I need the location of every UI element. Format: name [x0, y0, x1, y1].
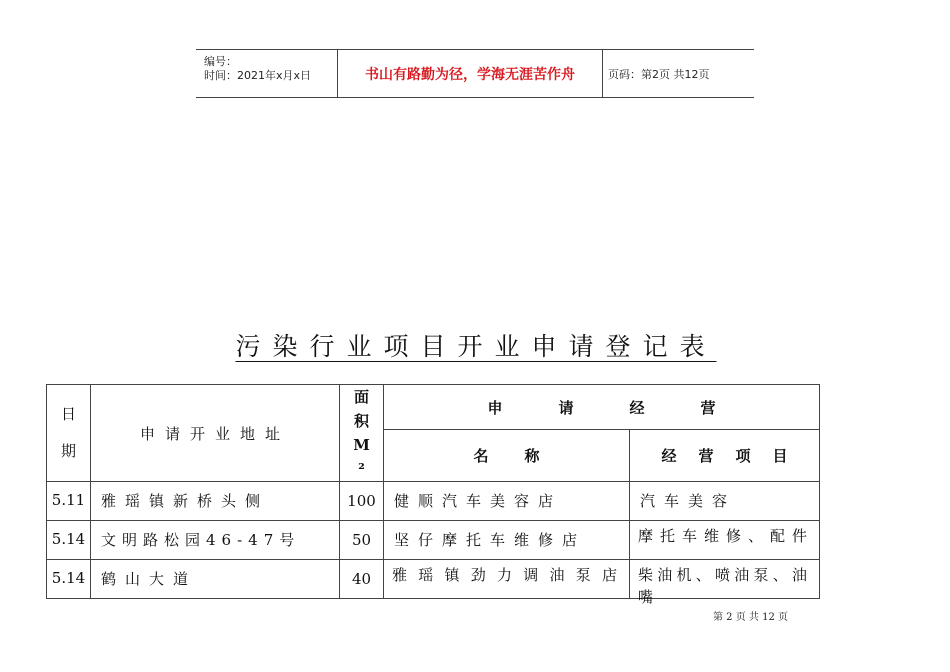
table-row — [47, 521, 820, 560]
number-label: 编号： — [204, 55, 237, 68]
document-title — [170, 327, 782, 363]
header-address-text: 申请开业地址 — [139, 424, 290, 443]
row-items-text: 汽车美容 — [640, 492, 737, 510]
header-date-text: 日期 — [60, 405, 76, 460]
header-area — [340, 385, 384, 482]
row-address-text: 雅瑶镇新桥头侧 — [101, 492, 270, 510]
header-area-text: 面积M² — [353, 388, 370, 478]
row-area — [340, 482, 384, 521]
header-name-text: 名称 — [473, 447, 576, 466]
table-row — [47, 560, 820, 599]
header-page-cell — [602, 50, 754, 97]
header-date — [47, 385, 91, 482]
header-business — [384, 385, 820, 430]
header-meta-cell — [196, 50, 337, 97]
row-address — [91, 482, 340, 521]
row-items-text: 摩托车维修、配件 — [638, 527, 812, 545]
row-date — [47, 482, 91, 521]
header-items — [630, 430, 820, 482]
row-area — [340, 521, 384, 560]
row-name — [384, 521, 630, 560]
header-items-text: 经营项目 — [661, 447, 810, 466]
row-area-text: 100 — [347, 492, 376, 510]
row-address-text: 鹤山大道 — [101, 570, 198, 588]
row-address — [91, 560, 340, 599]
page-info: 页码：第2页 共12页 — [608, 67, 710, 81]
row-area-text: 40 — [351, 570, 372, 588]
row-area — [340, 560, 384, 599]
row-items — [630, 482, 820, 521]
row-date-text: 5.14 — [51, 569, 86, 587]
table-row — [47, 482, 820, 521]
row-items-text: 柴油机、喷油泵、油嘴 — [638, 566, 812, 606]
motto-text: 书山有路勤为径，学海无涯苦作舟 — [365, 66, 575, 83]
document-header — [196, 49, 754, 98]
row-items — [630, 521, 820, 560]
row-name-text: 雅瑶镇劲力调油泵店 — [392, 566, 621, 584]
row-items — [630, 560, 820, 606]
registration-table — [46, 384, 819, 606]
row-name — [384, 560, 630, 599]
row-date-text: 5.14 — [51, 530, 86, 548]
header-name — [384, 430, 630, 482]
row-address-text: 文明路松园46-47号 — [101, 531, 301, 549]
row-area-text: 50 — [351, 531, 372, 549]
document-title-text: 污染行业项目开业申请登记表 — [235, 332, 717, 361]
row-date — [47, 521, 91, 560]
row-name — [384, 482, 630, 521]
row-date-text: 5.11 — [51, 491, 86, 509]
row-address — [91, 521, 340, 560]
page-footer: 第 2 页 共 12 页 — [713, 612, 788, 623]
header-business-text: 申请经营 — [487, 398, 772, 417]
row-name-text: 坚仔摩托车维修店 — [394, 531, 587, 549]
header-motto-cell — [337, 50, 603, 97]
row-name-text: 健顺汽车美容店 — [394, 492, 563, 510]
time-label: 时间：2021年x月x日 — [204, 69, 312, 82]
header-address — [91, 385, 340, 482]
row-date — [47, 560, 91, 599]
